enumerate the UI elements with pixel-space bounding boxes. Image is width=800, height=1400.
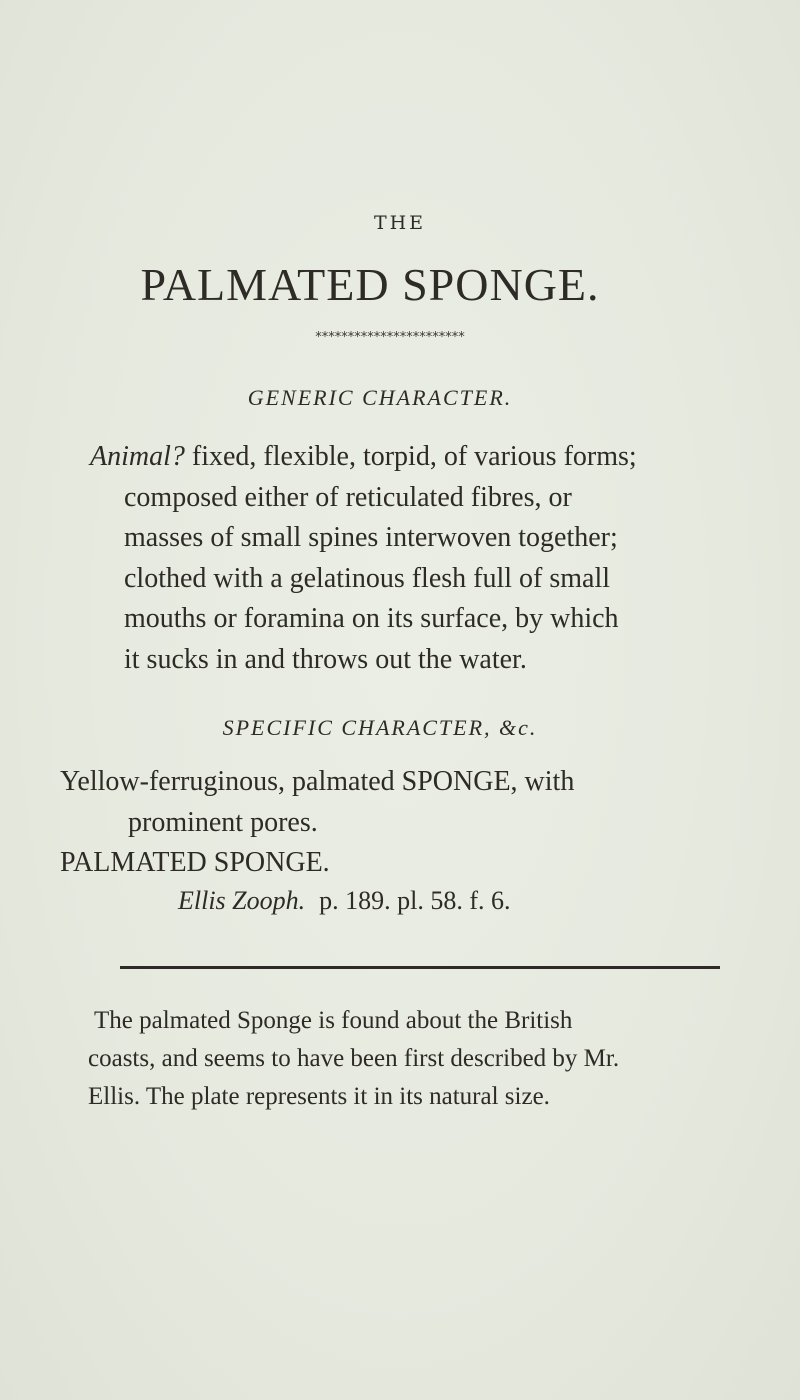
text-line: Yellow-ferruginous, palmated SPONGE, with — [60, 766, 575, 797]
specific-character-text — [60, 762, 760, 884]
generic-character-text — [90, 437, 750, 680]
text-line: The palmated Sponge is found about the British — [94, 1007, 573, 1034]
ornament-divider: *********************** — [315, 330, 465, 345]
text-line: Ellis. The plate represents it in its natural size. — [88, 1083, 550, 1110]
generic-character-heading: GENERIC CHARACTER. — [247, 385, 513, 410]
text-line-content: fixed, flexible, torpid, of various forms; — [191, 441, 637, 472]
text-line: composed either of reticulated fibres, or — [124, 481, 572, 513]
specific-character-heading: SPECIFIC CHARACTER, &c. — [222, 715, 538, 740]
text-line: clothed with a gelatinous flesh full of small — [124, 562, 611, 594]
description-paragraph — [88, 1002, 768, 1116]
text-line — [90, 437, 750, 478]
horizontal-rule — [120, 966, 720, 969]
common-name: PALMATED SPONGE. — [60, 847, 330, 878]
page-title: PALMATED SPONGE. — [140, 259, 600, 310]
text-line: it sucks in and throws out the water. — [124, 643, 527, 675]
text-line: coasts, and seems to have been first described by Mr. — [88, 1045, 620, 1072]
reference-book: Ellis Zooph. — [178, 886, 306, 915]
text-line: mouths or foramina on its surface, by which — [124, 603, 619, 634]
text-line: prominent pores. — [128, 806, 318, 838]
reference-location: p. 189. pl. 58. f. 6. — [319, 886, 511, 915]
text-line: masses of small spines interwoven together; — [124, 522, 618, 553]
title-prefix: THE — [373, 212, 427, 234]
animal-lead: Animal? — [90, 441, 185, 472]
reference-citation — [178, 886, 511, 916]
